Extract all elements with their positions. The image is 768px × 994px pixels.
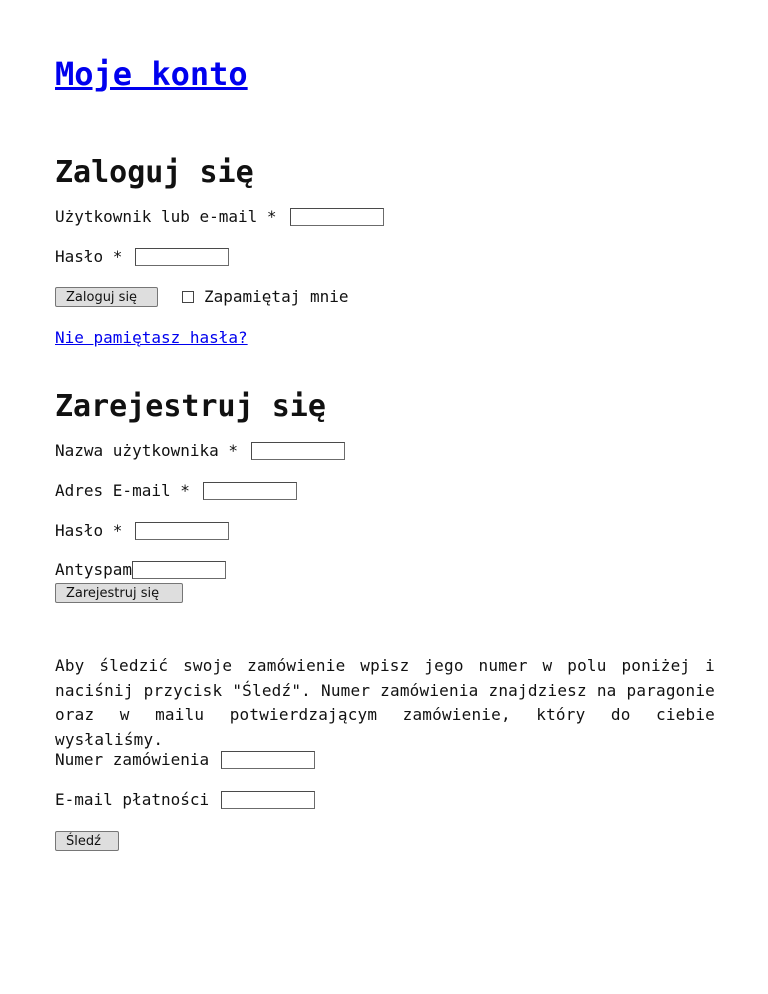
register-button[interactable]: Zarejestruj się (55, 583, 183, 603)
register-password-label: Hasło * (55, 521, 123, 540)
login-password-label: Hasło * (55, 247, 123, 266)
register-antispam-input[interactable] (132, 561, 226, 579)
login-username-row (55, 206, 384, 228)
remember-me-label: Zapamiętaj mnie (204, 287, 349, 306)
register-username-label: Nazwa użytkownika * (55, 441, 239, 460)
billing-email-input[interactable] (221, 791, 315, 809)
register-antispam-row (55, 559, 226, 581)
register-antispam-label: Antyspam (55, 560, 133, 579)
billing-email-row (55, 789, 315, 811)
register-email-label: Adres E-mail * (55, 481, 190, 500)
login-username-input[interactable] (290, 208, 384, 226)
remember-me-checkbox[interactable] (182, 291, 194, 303)
login-actions-row (55, 286, 349, 308)
forgot-password-link[interactable]: Nie pamiętasz hasła? (55, 327, 248, 347)
track-submit-row (55, 830, 119, 852)
order-number-row (55, 749, 315, 771)
register-email-input[interactable] (203, 482, 297, 500)
register-username-row (55, 440, 345, 462)
register-heading: Zarejestruj się (55, 389, 326, 424)
login-heading: Zaloguj się (55, 155, 254, 190)
login-password-input[interactable] (135, 248, 229, 266)
register-password-input[interactable] (135, 522, 229, 540)
register-email-row (55, 480, 297, 502)
register-password-row (55, 520, 229, 542)
login-username-label: Użytkownik lub e-mail * (55, 207, 277, 226)
order-number-label: Numer zamówienia (55, 750, 210, 769)
page-title-link[interactable]: Moje konto (55, 55, 248, 93)
forgot-password-row (55, 326, 248, 348)
billing-email-label: E-mail płatności (55, 790, 210, 809)
register-submit-row (55, 582, 183, 604)
tracking-description: Aby śledzić swoje zamówienie wpisz jego numer w polu poniżej i naciśnij przycisk "Śledź". Numer zamówienia znajdziesz na paragonie oraz w mailu potwierdzającym zamówienie, który do ciebie wysłaliśmy. (55, 656, 715, 749)
order-number-input[interactable] (221, 751, 315, 769)
login-button[interactable]: Zaloguj się (55, 287, 158, 307)
track-button[interactable]: Śledź (55, 831, 119, 851)
register-username-input[interactable] (251, 442, 345, 460)
login-password-row (55, 246, 229, 268)
